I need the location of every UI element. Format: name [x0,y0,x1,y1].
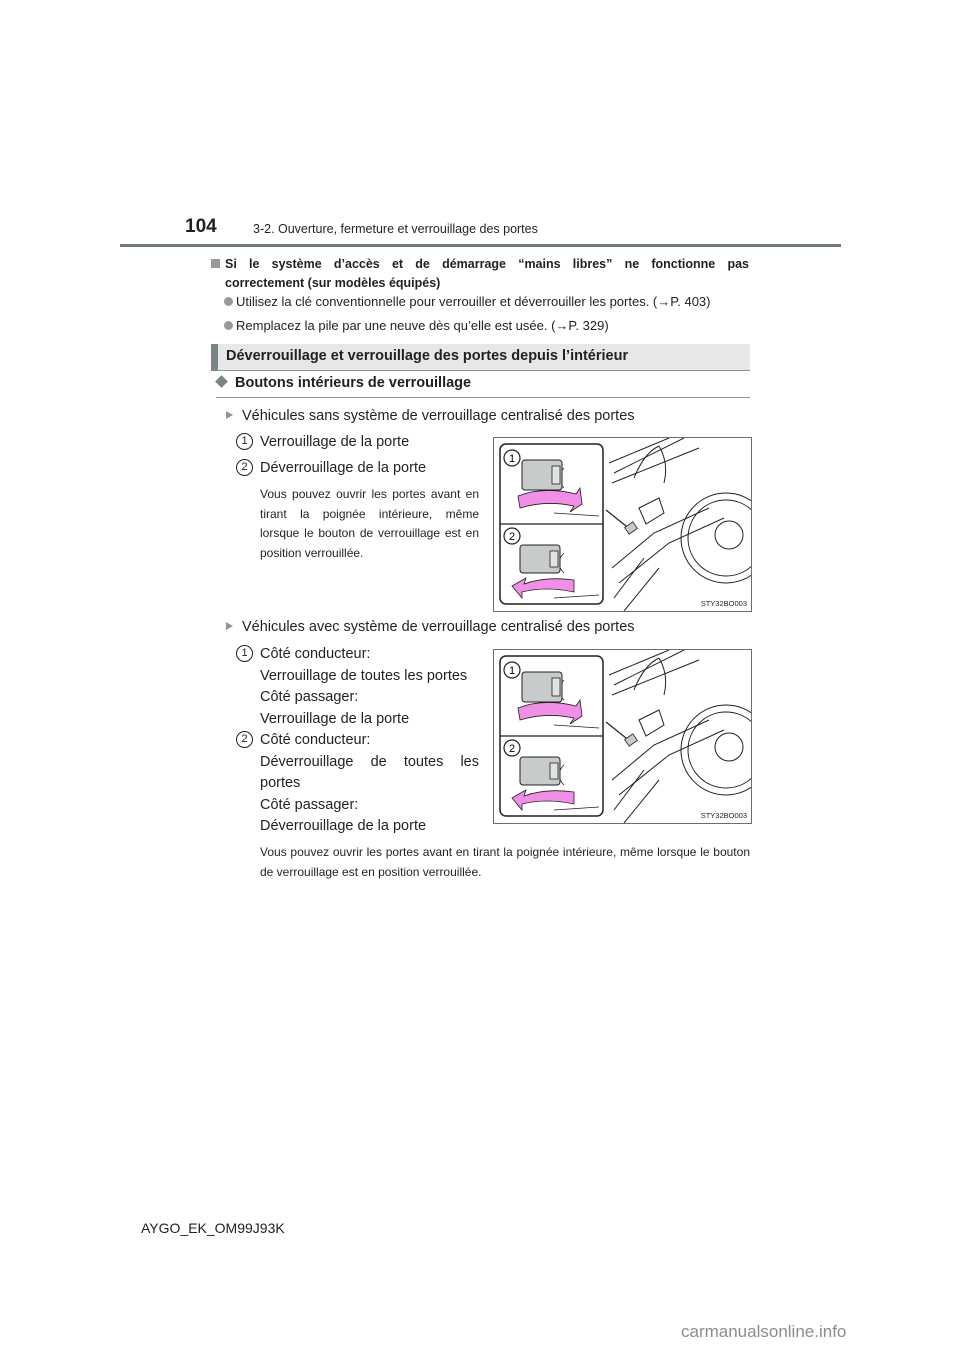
watermark-link[interactable]: carmanualsonline.info [681,1322,847,1341]
callout-number-1-icon: 1 [236,433,253,450]
subsection-divider [216,397,750,398]
passenger-side-unlock-text: Déverrouillage de la porte [260,818,427,834]
section-title-bar [211,344,750,371]
variant-label-without [226,408,635,424]
bullet-item [224,294,711,309]
svg-text:2: 2 [508,743,516,755]
subsection-title: Boutons intérieurs de verrouillage [235,375,472,391]
note-text: Vous pouvez ouvrir les portes avant en tirant la poignée intérieure, même lorsque le bouton de verrouillage est en position verrouillée. [260,487,479,560]
bullet-text: Utilisez la clé conventionnelle pour verrouiller et déverrouiller les portes. (→P. 403) [236,294,711,309]
passenger-side-lock-text: Verrouillage de la porte [260,710,410,727]
figure-lock-buttons-central [493,649,752,824]
bullet-item [224,318,609,333]
section-title: Déverrouillage et verrouillage des portes depuis l’intérieur [226,348,629,364]
diamond-bullet-icon [215,375,228,388]
troubleshoot-heading-line1: Si le système d’accès et de démarrage “mains libres” ne fonctionne pas [225,257,749,271]
troubleshoot-heading-line2: correctement (sur modèles équipés) [225,276,441,290]
figure-code: STY32BO003 [700,811,747,820]
item-lock-description [260,644,467,730]
square-bullet-icon [211,259,220,268]
variant-label-with [226,619,635,635]
svg-text:2: 2 [508,531,516,543]
door-lock-illustration [494,650,751,823]
svg-text:1: 1 [508,665,516,677]
item-lock-text: Verrouillage de la porte [260,434,410,450]
driver-side-lock-text: Verrouillage de toutes les portes [260,667,468,684]
passenger-side-label: Côté passager: [260,796,359,813]
driver-side-label: Côté conducteur: [260,646,371,662]
door-lock-illustration [494,438,751,611]
troubleshoot-heading [211,255,749,274]
variant-label-text: Véhicules sans système de verrouillage centralisé des portes [242,408,635,424]
section-header-title: 3-2. Ouverture, fermeture et verrouillage des portes [253,222,538,236]
passenger-side-label: Côté passager: [260,689,359,705]
figure-code: STY32BO003 [700,599,747,608]
driver-side-unlock-text: Déverrouillage de toutes les portes [260,753,479,791]
header-divider [120,244,841,247]
note-text: Vous pouvez ouvrir les portes avant en tirant la poignée intérieure, même lorsque le bouton de verrouillage est en position verrouillée. [260,845,750,879]
triangle-bullet-icon [226,411,233,419]
callout-number-2-icon: 2 [236,731,253,748]
round-bullet-icon [224,321,233,330]
variant-label-text: Véhicules avec système de verrouillage centralisé des portes [242,619,635,635]
figure-lock-buttons [493,437,752,612]
svg-text:1: 1 [508,453,516,465]
document-code: AYGO_EK_OM99J93K [141,1220,285,1236]
item-unlock-text: Déverrouillage de la porte [260,460,427,476]
page-number: 104 [185,216,217,237]
triangle-bullet-icon [226,622,233,630]
driver-side-label: Côté conducteur: [260,732,371,748]
section-accent-bar [211,344,218,371]
subsection-heading [215,375,471,391]
callout-number-1-icon: 1 [236,645,253,662]
callout-number-2-icon: 2 [236,459,253,476]
bullet-text: Remplacez la pile par une neuve dès qu’elle est usée. (→P. 329) [236,318,609,333]
round-bullet-icon [224,297,233,306]
item-unlock-description [260,730,479,838]
